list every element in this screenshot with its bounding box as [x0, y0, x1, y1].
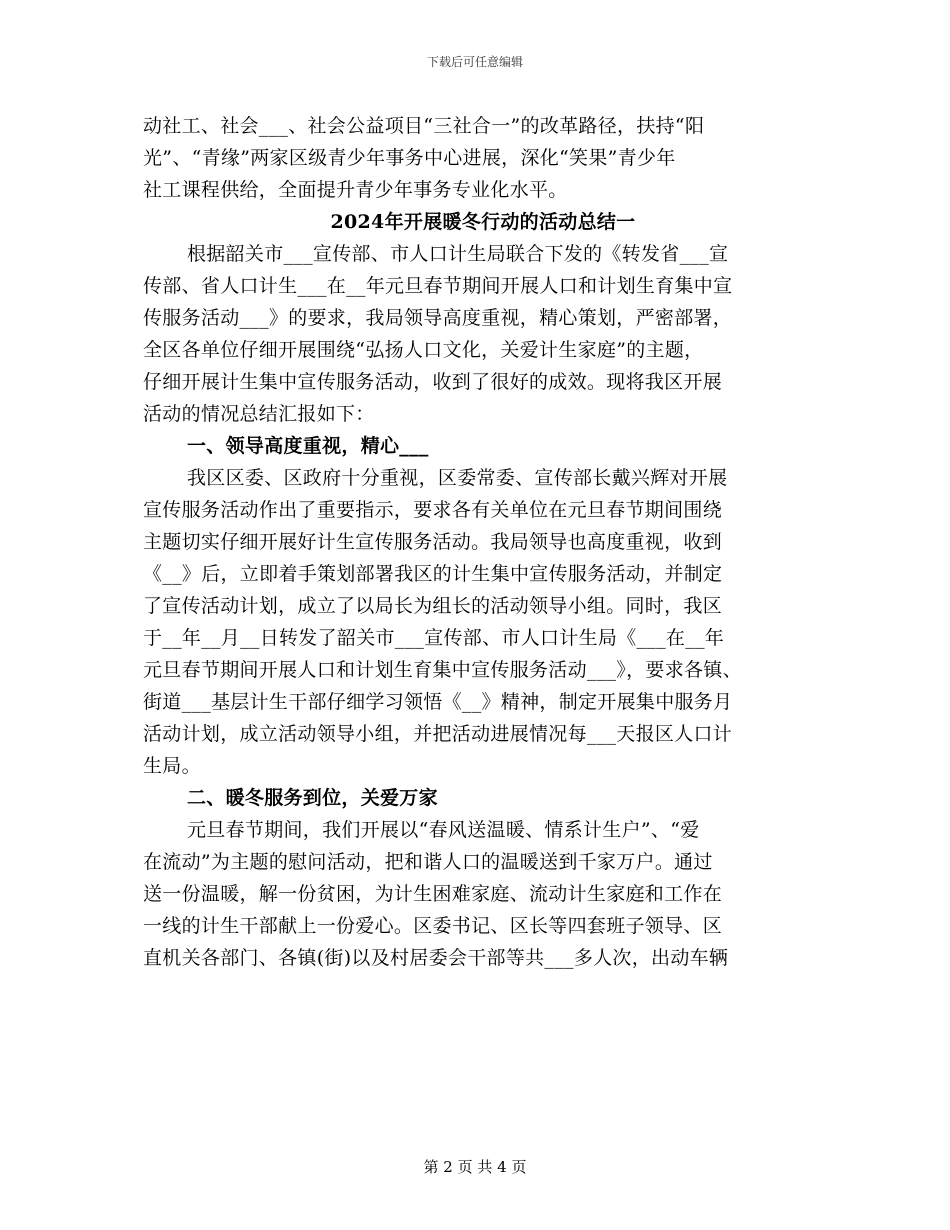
document-title: 2024年开展暖冬行动的活动总结一: [330, 211, 636, 233]
text-line: 一线的计生干部献上一份爱心。区委书记、区长等四套班子领导、区: [143, 915, 723, 937]
paragraph-start: 根据韶关市___宣传部、市人口计生局联合下发的《转发省___宣: [187, 243, 729, 265]
page-number: 第 2 页 共 4 页: [423, 1158, 527, 1176]
paragraph-start: 我区区委、区政府十分重视，区委常委、宣传部长戴兴辉对开展: [187, 467, 728, 489]
text-line: 传服务活动___》的要求，我局领导高度重视，精心策划，严密部署，: [143, 307, 733, 329]
text-line: 了宣传活动计划，成立了以局长为组长的活动领导小组。同时，我区: [143, 595, 723, 617]
paragraph-start: 元旦春节期间，我们开展以“春风送温暖、情系计生户”、“爱: [187, 819, 700, 841]
document-body: [143, 110, 823, 974]
page-header-note: 下载后可任意编辑: [426, 55, 523, 69]
text-line: 活动计划，成立活动领导小组，并把活动进展情况每___天报区人口计: [143, 723, 733, 745]
text-line: 活动的情况总结汇报如下：: [143, 403, 375, 425]
section-heading-1: 一、领导高度重视，精心___: [187, 435, 429, 457]
text-line: 在流动”为主题的慰问活动，把和谐人口的温暖送到千家万户。通过: [143, 851, 713, 873]
text-line: 直机关各部门、各镇(街)以及村居委会干部等共___多人次，出动车辆: [143, 947, 729, 969]
text-line: 《__》后，立即着手策划部署我区的计生集中宣传服务活动，并制定: [143, 563, 723, 585]
text-line: 主题切实仔细开展好计生宣传服务活动。我局领导也高度重视，收到: [143, 531, 723, 553]
text-line: 仔细开展计生集中宣传服务活动，收到了很好的成效。现将我区开展: [143, 371, 723, 393]
text-line: 于__年__月__日转发了韶关市___宣传部、市人口计生局《___在__年: [143, 627, 725, 649]
text-line: 送一份温暖，解一份贫困，为计生困难家庭、流动计生家庭和工作在: [143, 883, 723, 905]
text-line: 社工课程供给，全面提升青少年事务专业化水平。: [143, 179, 568, 201]
text-line: 宣传服务活动作出了重要指示，要求各有关单位在元旦春节期间围绕: [143, 499, 723, 521]
text-line: 全区各单位仔细开展围绕“弘扬人口文化，关爱计生家庭”的主题，: [143, 339, 704, 361]
text-line: 元旦春节期间开展人口和计划生育集中宣传服务活动___》，要求各镇、: [143, 659, 742, 681]
text-line: 街道___基层计生干部仔细学习领悟《__》精神，制定开展集中服务月: [143, 691, 733, 713]
text-line: 传部、省人口计生___在__年元旦春节期间开展人口和计划生育集中宣: [143, 275, 733, 297]
text-line: 光”、“青缘”两家区级青少年事务中心进展，深化“笑果”青少年: [143, 147, 676, 169]
text-line: 生局。: [143, 755, 201, 777]
section-heading-2: 二、暖冬服务到位，关爱万家: [187, 787, 438, 809]
text-line: 动社工、社会___、社会公益项目“三社合一”的改革路径，扶持“阳: [143, 115, 705, 137]
